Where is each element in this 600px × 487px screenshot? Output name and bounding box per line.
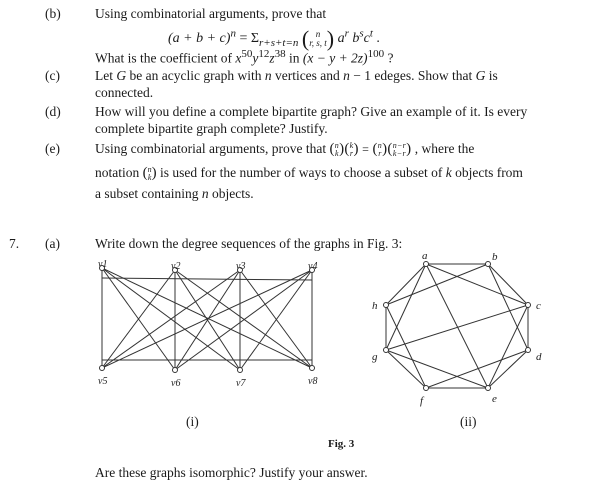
graph-i <box>90 258 330 394</box>
multinomial-formula: $(a + b + c)^n = \Sigma_{r+s+t=n}$ ( n r, s, t ) $a^r$ $b^sc^t$ . <box>168 26 380 51</box>
isomorphism-question: Are these graphs isomorphic? Justify your answer. <box>95 465 368 480</box>
edge <box>386 305 426 388</box>
vertex <box>526 348 531 353</box>
vertex <box>384 348 389 353</box>
q7-instruction: Write down the degree sequences of the graphs in Fig. 3: <box>95 236 403 251</box>
edge <box>386 350 426 388</box>
vertex <box>310 366 315 371</box>
edge <box>102 278 312 280</box>
edge <box>426 350 528 388</box>
vertex-label: v4 <box>308 261 318 272</box>
part-e-line1: Using combinatorial arguments, prove that ( n k )( k r ) = ( n r )( n−r k−r ) , where the <box>95 141 475 159</box>
part-b-line1: Using combinatorial arguments, prove that <box>95 6 327 21</box>
vertex <box>384 303 389 308</box>
vertex-label: d <box>536 351 542 363</box>
binomial-identity: ( n k )( k r ) = ( n r )( n−r k−r ) <box>329 141 412 159</box>
vertex <box>100 366 105 371</box>
vertex-label: v1 <box>98 259 108 270</box>
edge <box>386 264 426 350</box>
part-e-line3: a subset containing n objects. <box>95 186 254 201</box>
graph-ii-caption: (ii) <box>460 414 477 429</box>
edge <box>386 264 488 305</box>
question-number: 7. <box>9 236 20 251</box>
edge <box>386 350 488 388</box>
part-c-line1: Let G be an acyclic graph with n vertices and n − 1 edeges. Show that G is <box>95 68 498 83</box>
vertex-label: b <box>492 251 498 263</box>
edge <box>102 270 175 368</box>
vertex <box>526 303 531 308</box>
part-d-line2: complete bipartite graph complete? Justify. <box>95 121 328 136</box>
vertex-label: f <box>420 395 424 407</box>
edge <box>386 264 426 305</box>
edge <box>426 264 488 388</box>
vertex-label: a <box>422 250 428 262</box>
vertex <box>173 368 178 373</box>
vertex-label: v6 <box>171 378 181 389</box>
edge <box>488 264 528 305</box>
vertex-label: e <box>492 393 497 405</box>
edge <box>488 305 528 388</box>
vertex-label: v3 <box>236 261 246 272</box>
vertex <box>424 262 429 267</box>
part-b-label: (b) <box>45 6 61 21</box>
edge <box>426 264 528 305</box>
vertex-label: v2 <box>171 261 181 272</box>
vertex-label: h <box>372 300 378 312</box>
vertex-label: v5 <box>98 376 108 387</box>
part-d-line1: How will you define a complete bipartite graph? Give an example of it. Is every <box>95 104 528 119</box>
coefficient-question: What is the coefficient of $x^{50}y^{12}z^{38}$ in $(x - y + 2z)^{100}$ ? <box>95 48 394 66</box>
edge <box>102 270 240 368</box>
vertex <box>424 386 429 391</box>
part-c-label: (c) <box>45 68 60 83</box>
q7-part-label: (a) <box>45 236 60 251</box>
edge <box>386 305 528 350</box>
figure-caption: Fig. 3 <box>328 438 355 450</box>
graph-ii <box>368 250 548 408</box>
edge <box>488 350 528 388</box>
vertex-label: c <box>536 300 541 312</box>
graph-i-caption: (i) <box>186 414 199 429</box>
vertex <box>486 386 491 391</box>
vertex-label: v8 <box>308 376 318 387</box>
part-e-line2: notation ( n k ) is used for the number of ways to choose a subset of k objects from <box>95 164 523 182</box>
vertex <box>238 368 243 373</box>
vertex-label: g <box>372 351 378 363</box>
part-c-line2: connected. <box>95 85 154 100</box>
part-d-label: (d) <box>45 104 61 119</box>
part-e-label: (e) <box>45 141 60 156</box>
vertex-label: v7 <box>236 378 246 389</box>
vertex <box>486 262 491 267</box>
